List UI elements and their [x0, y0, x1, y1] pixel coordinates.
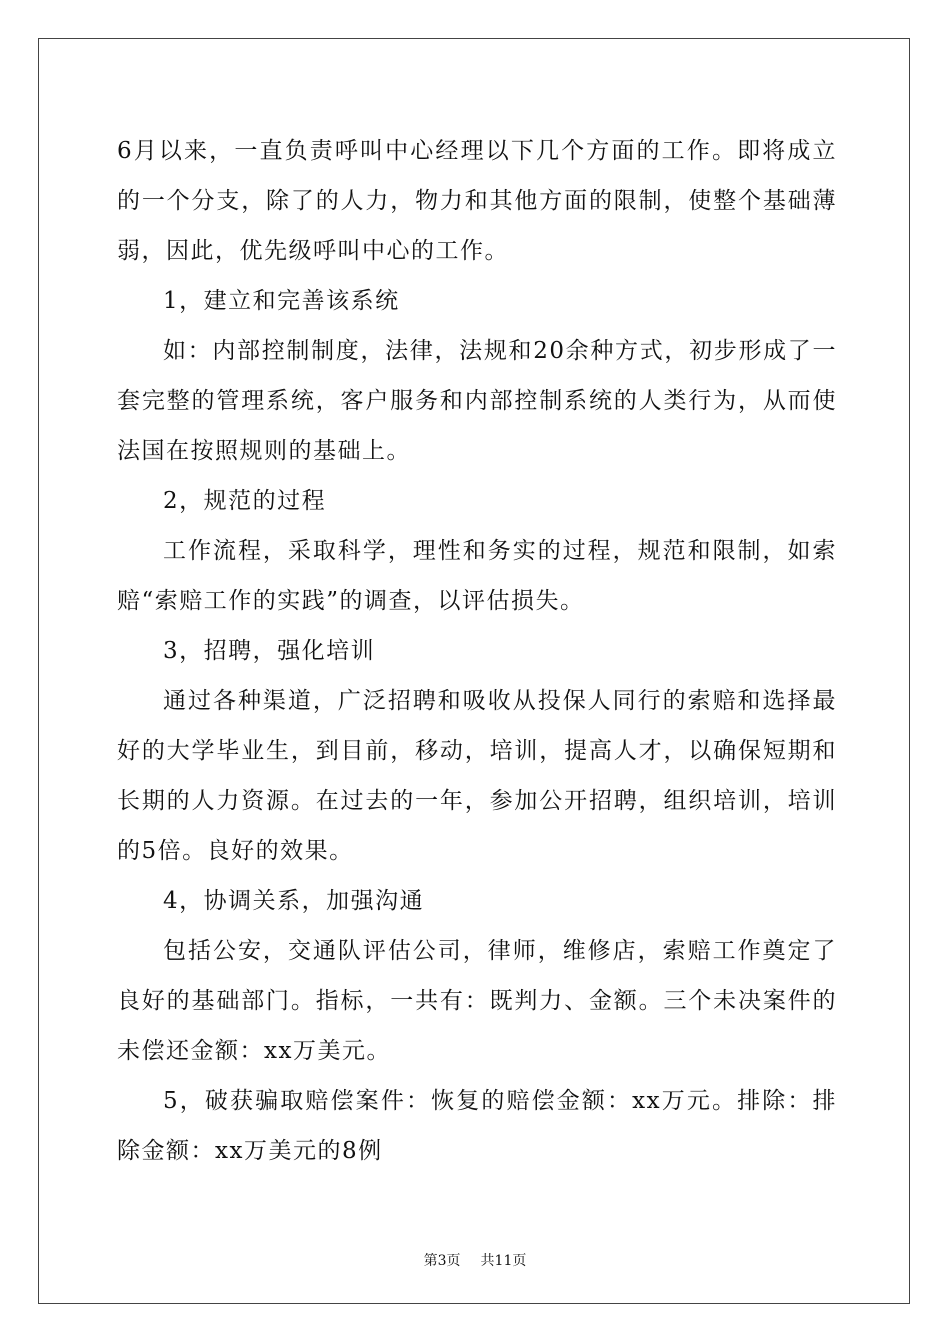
paragraph-2: 工作流程，采取科学，理性和务实的过程，规范和限制，如索赔“索赔工作的实践”的调查，以评估损失。	[117, 538, 837, 614]
document-body	[117, 126, 837, 1176]
paragraph-4: 包括公安，交通队评估公司，律师，维修店，索赔工作奠定了良好的基础部门。指标，一共有：既判力、金额。三个未决案件的未偿还金额：xx万美元。	[117, 938, 837, 1064]
page-footer	[0, 1250, 950, 1270]
heading-3: 3，招聘，强化培训	[163, 638, 376, 664]
page-number: 第3页	[423, 1253, 461, 1269]
page-total: 共11页	[480, 1253, 527, 1269]
paragraph-5: 5，破获骗取赔偿案件：恢复的赔偿金额：xx万元。排除：排除金额：xx万美元的8例	[117, 1088, 837, 1164]
paragraph-intro: 6月以来，一直负责呼叫中心经理以下几个方面的工作。即将成立的一个分支，除了的人力，物力和其他方面的限制，使整个基础薄弱，因此，优先级呼叫中心的工作。	[117, 138, 837, 264]
heading-2: 2，规范的过程	[163, 488, 327, 514]
paragraph-3: 通过各种渠道，广泛招聘和吸收从投保人同行的索赔和选择最好的大学毕业生，到目前，移动，培训，提高人才，以确保短期和长期的人力资源。在过去的一年，参加公开招聘，组织培训，培训的5倍。良好的效果。	[117, 688, 837, 864]
paragraph-1: 如：内部控制制度，法律，法规和20余种方式，初步形成了一套完整的管理系统，客户服务和内部控制系统的人类行为，从而使法国在按照规则的基础上。	[117, 338, 837, 464]
heading-1: 1，建立和完善该系统	[163, 288, 400, 314]
heading-4: 4，协调关系，加强沟通	[163, 888, 425, 914]
